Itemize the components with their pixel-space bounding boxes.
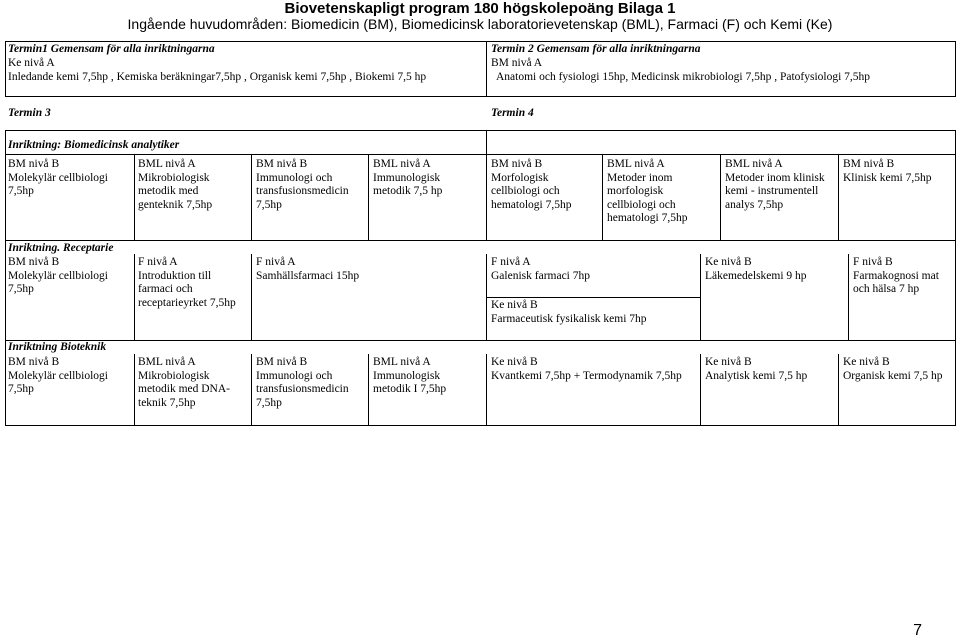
course-name: farmaci och — [138, 283, 193, 296]
course-level: BM nivå B — [256, 356, 308, 368]
rule-col — [368, 354, 369, 426]
course-name: 7,5hp — [8, 283, 34, 296]
course-name: Läkemedelskemi 9 hp — [705, 269, 807, 282]
course-name: metodik I 7,5hp — [373, 383, 447, 396]
rule-col — [251, 154, 252, 241]
course-name: hematologi 7,5hp — [607, 212, 688, 225]
course-cell — [138, 356, 230, 410]
course-cell — [491, 158, 572, 212]
course-name: Morfologisk — [491, 171, 549, 184]
rule-col — [134, 354, 135, 426]
course-name: metodik med DNA- — [138, 383, 230, 396]
course-name: teknik 7,5hp — [138, 396, 196, 409]
course-name: 7,5hp — [256, 396, 282, 409]
course-level: Ke nivå B — [843, 356, 890, 368]
rule-term-split — [486, 130, 487, 155]
course-level: BML nivå A — [373, 356, 431, 368]
rule-table-bottom — [5, 425, 955, 426]
course-cell — [8, 256, 108, 297]
rule-col — [838, 354, 839, 426]
rule-receptarie-top — [5, 240, 955, 241]
rule-right-top — [955, 41, 956, 97]
course-level: Ke nivå B — [705, 356, 752, 368]
page-number: 7 — [913, 622, 922, 639]
course-name: Metoder inom — [607, 171, 673, 184]
course-level: F nivå A — [491, 256, 531, 268]
course-cell — [725, 158, 825, 212]
course-name: Galenisk farmaci 7hp — [491, 269, 590, 282]
course-cell — [256, 158, 349, 212]
termin4-label: Termin 4 — [491, 107, 534, 119]
course-name: 7,5hp — [256, 198, 282, 211]
rule-top — [5, 41, 955, 42]
course-level: BML nivå A — [373, 158, 431, 170]
course-cell — [843, 158, 932, 185]
termin2-level: BM nivå A — [491, 57, 543, 69]
course-name: morfologisk — [607, 185, 664, 198]
course-level: BML nivå A — [725, 158, 783, 170]
course-name: Immunologi och — [256, 171, 333, 184]
rule-col — [134, 254, 135, 341]
termin1-level: Ke nivå A — [8, 57, 55, 69]
termin1-courses: Inledande kemi 7,5hp , Kemiska beräkningar7,5hp , Organisk kemi 7,5hp , Biokemi 7,5 hp — [8, 71, 427, 83]
course-name: cellbiologi och — [491, 185, 560, 198]
rule-left-top — [5, 41, 6, 97]
course-level: Ke nivå B — [491, 356, 538, 368]
course-cell — [373, 356, 446, 397]
course-name: Analytisk kemi 7,5 hp — [705, 369, 808, 382]
course-cell — [138, 158, 212, 212]
course-name: Kvantkemi 7,5hp + Termodynamik 7,5hp — [491, 369, 682, 382]
course-name: transfusionsmedicin — [256, 383, 349, 396]
course-name: 7,5hp — [8, 185, 34, 198]
course-name: Mikrobiologisk — [138, 171, 210, 184]
course-name: transfusionsmedicin — [256, 185, 349, 198]
rule-col — [602, 154, 603, 241]
course-cell — [138, 256, 236, 310]
course-cell — [491, 256, 590, 283]
course-level: BM nivå B — [8, 356, 60, 368]
course-name: hematologi 7,5hp — [491, 198, 572, 211]
rule-col — [251, 254, 252, 341]
termin2-courses: Anatomi och fysiologi 15hp, Medicinsk mikrobiologi 7,5hp , Patofysiologi 7,5hp — [496, 71, 871, 83]
course-level: BML nivå A — [138, 356, 196, 368]
course-level: BM nivå B — [8, 158, 60, 170]
course-name: Immunologi och — [256, 369, 333, 382]
course-cell — [607, 158, 688, 226]
rule-col — [486, 254, 487, 341]
course-cell — [8, 356, 108, 397]
course-level: BML nivå A — [138, 158, 196, 170]
course-name: receptarieyrket 7,5hp — [138, 296, 236, 309]
course-name: Samhällsfarmaci 15hp — [256, 269, 360, 282]
rule-right — [955, 130, 956, 426]
termin2-heading: Termin 2 Gemensam för alla inriktningarna — [491, 43, 701, 55]
course-cell — [843, 356, 942, 383]
course-name: Immunologisk — [373, 369, 441, 382]
course-name: Mikrobiologisk — [138, 369, 210, 382]
rule-col — [368, 154, 369, 241]
page-title: Biovetenskapligt program 180 högskolepoäng Bilaga 1 — [284, 0, 676, 17]
termin3-label: Termin 3 — [8, 107, 51, 119]
course-name: och hälsa 7 hp — [853, 283, 920, 296]
course-cell — [256, 256, 359, 283]
biomed-heading: Inriktning: Biomedicinsk analytiker — [8, 139, 180, 151]
course-name: Immunologisk — [373, 171, 441, 184]
rule-mid-top — [486, 41, 487, 97]
rule-col — [486, 354, 487, 426]
rule-biomed-heading — [5, 154, 955, 155]
page-subtitle: Ingående huvudområden: Biomedicin (BM), Biomedicinsk laboratorievetenskap (BML), Farmaci (F) och Kemi (Ke) — [127, 16, 833, 32]
course-level: BM nivå B — [491, 158, 543, 170]
course-level: BM nivå B — [8, 256, 60, 268]
course-cell — [491, 299, 647, 326]
course-cell — [373, 158, 442, 199]
course-name: Klinisk kemi 7,5hp — [843, 171, 932, 184]
course-level: F nivå A — [256, 256, 296, 268]
course-cell — [491, 356, 682, 383]
course-name: Farmaceutisk fysikalisk kemi 7hp — [491, 312, 647, 325]
course-name: genteknik 7,5hp — [138, 198, 213, 211]
course-name: Molekylär cellbiologi — [8, 369, 108, 382]
course-name: analys 7,5hp — [725, 198, 784, 211]
course-name: Farmakognosi mat — [853, 269, 939, 282]
course-name: metodik 7,5 hp — [373, 185, 443, 198]
rule-col — [251, 354, 252, 426]
rule-col — [134, 154, 135, 241]
rule-table-top — [5, 130, 955, 131]
course-cell — [705, 356, 807, 383]
rule-col — [848, 254, 849, 341]
course-level: F nivå B — [853, 256, 893, 268]
course-cell — [8, 158, 108, 199]
course-level: F nivå A — [138, 256, 178, 268]
course-name: metodik med — [138, 185, 199, 198]
course-name: Introduktion till — [138, 269, 212, 282]
course-name: Molekylär cellbiologi — [8, 171, 108, 184]
course-level: BM nivå B — [256, 158, 308, 170]
course-name: Molekylär cellbiologi — [8, 269, 108, 282]
rule-col — [720, 154, 721, 241]
rule-col — [700, 254, 701, 341]
rule-terms-12 — [5, 96, 955, 97]
bioteknik-heading: Inriktning Bioteknik — [8, 341, 107, 353]
course-level: BM nivå B — [843, 158, 895, 170]
rule-bioteknik-top — [5, 340, 955, 341]
course-name: 7,5hp — [8, 383, 34, 396]
course-level: Ke nivå B — [491, 299, 538, 311]
rule-col — [700, 354, 701, 426]
course-cell — [853, 256, 939, 297]
course-cell — [256, 356, 349, 410]
course-name: Metoder inom klinisk — [725, 171, 825, 184]
course-level: BML nivå A — [607, 158, 665, 170]
course-name: Organisk kemi 7,5 hp — [843, 369, 943, 382]
course-cell — [705, 256, 807, 283]
course-name: cellbiologi och — [607, 198, 676, 211]
rule-col — [486, 154, 487, 241]
course-name: kemi - instrumentell — [725, 185, 819, 198]
rule-col — [838, 154, 839, 241]
rule-left — [5, 130, 6, 426]
receptarie-heading: Inriktning. Receptarie — [8, 242, 114, 254]
course-level: Ke nivå B — [705, 256, 752, 268]
rule-receptarie-split — [486, 297, 700, 298]
termin1-heading: Termin1 Gemensam för alla inriktningarna — [8, 43, 215, 55]
